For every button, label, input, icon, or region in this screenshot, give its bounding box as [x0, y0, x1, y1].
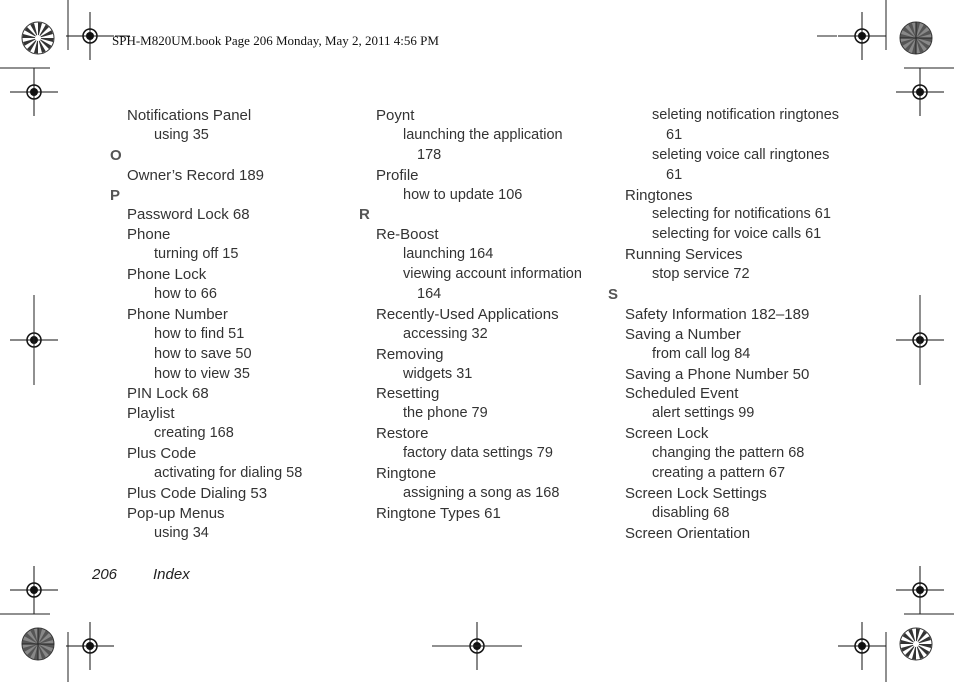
index-entry: launching 164	[403, 246, 494, 263]
index-entry: Screen Lock	[625, 425, 709, 443]
index-entry: creating a pattern 67	[652, 465, 786, 482]
index-letter-heading: P	[110, 186, 121, 204]
index-entry: Removing	[376, 345, 444, 363]
index-entry: turning off 15	[154, 246, 239, 263]
index-entry: stop service 72	[652, 266, 750, 283]
gray-starburst-target-icon	[21, 627, 55, 661]
index-entry: Scheduled Event	[625, 385, 739, 403]
index-entry: Recently-Used Applications	[376, 305, 559, 323]
index-entry: Saving a Phone Number 50	[625, 365, 810, 383]
index-entry: from call log 84	[652, 345, 751, 362]
index-entry: activating for dialing 58	[154, 465, 303, 482]
index-entry: seleting notification ringtones	[652, 107, 840, 123]
index-entry: how to save 50	[154, 345, 252, 362]
index-entry: creating 168	[154, 425, 234, 442]
index-entry: using 34	[154, 524, 209, 541]
index-entry: launching the application	[403, 126, 563, 143]
index-letter-heading: O	[110, 146, 122, 164]
index-entry: seleting voice call ringtones	[652, 146, 830, 163]
index-entry: widgets 31	[403, 365, 473, 382]
index-entry: 164	[417, 286, 442, 303]
index-entry: Running Services	[625, 246, 743, 264]
index-entry: selecting for voice calls 61	[652, 226, 822, 243]
color-wheel-starburst-icon	[899, 627, 933, 661]
index-entry: Profile	[376, 166, 419, 184]
index-entry: Resetting	[376, 385, 440, 403]
index-entry: 61	[666, 126, 683, 143]
index-entry: Saving a Number	[625, 325, 741, 343]
print-header: SPH-M820UM.book Page 206 Monday, May 2, 2011 4:56 PM	[112, 33, 439, 48]
index-entry: 178	[417, 146, 442, 163]
gray-starburst-target-icon	[899, 21, 933, 55]
index-entry: assigning a song as 168	[403, 484, 560, 501]
index-entry: factory data settings 79	[403, 445, 553, 462]
index-entry: Notifications Panel	[127, 107, 252, 124]
index-entry: Playlist	[127, 405, 175, 423]
index-entry: Ringtone	[376, 465, 437, 483]
index-entry: Re-Boost	[376, 226, 439, 244]
index-entry: 61	[666, 166, 683, 183]
index-entry: Poynt	[376, 107, 415, 124]
index-entry: how to view 35	[154, 365, 250, 382]
index-entry: viewing account information	[403, 266, 582, 283]
index-entry: Ringtone Types 61	[376, 504, 501, 522]
index-entry: Phone Lock	[127, 266, 207, 284]
index-entry: Ringtones	[625, 186, 693, 204]
index-entry: Pop-up Menus	[127, 504, 225, 522]
index-entry: how to 66	[154, 286, 217, 303]
index-letter-heading: S	[608, 286, 619, 304]
index-entry: Plus Code	[127, 445, 197, 463]
index-entry: Plus Code Dialing 53	[127, 484, 268, 502]
index-entry: how to find 51	[154, 325, 245, 342]
color-wheel-starburst-icon	[21, 21, 55, 55]
index-entry: Phone Number	[127, 305, 228, 323]
index-entry: how to update 106	[403, 186, 523, 203]
index-entry: accessing 32	[403, 325, 488, 342]
index-entry: the phone 79	[403, 405, 488, 422]
index-entry: Owner’s Record 189	[127, 166, 265, 184]
index-entry: Password Lock 68	[127, 206, 250, 224]
index-entry: Phone	[127, 226, 171, 244]
index-entry: using 35	[154, 126, 209, 143]
index-letter-heading: R	[359, 206, 370, 224]
index-entry: Screen Orientation	[625, 524, 751, 542]
index-entry: Safety Information 182–189	[625, 305, 810, 323]
index-entry: changing the pattern 68	[652, 445, 805, 462]
index-entry: alert settings 99	[652, 405, 755, 422]
index-entry: PIN Lock 68	[127, 385, 209, 403]
index-entry: selecting for notifications 61	[652, 206, 831, 223]
index-entry: Screen Lock Settings	[625, 484, 767, 502]
index-entry: Restore	[376, 425, 429, 443]
section-title: Index	[153, 566, 190, 583]
page-number: 206	[92, 566, 118, 583]
index-entry: disabling 68	[652, 504, 730, 521]
